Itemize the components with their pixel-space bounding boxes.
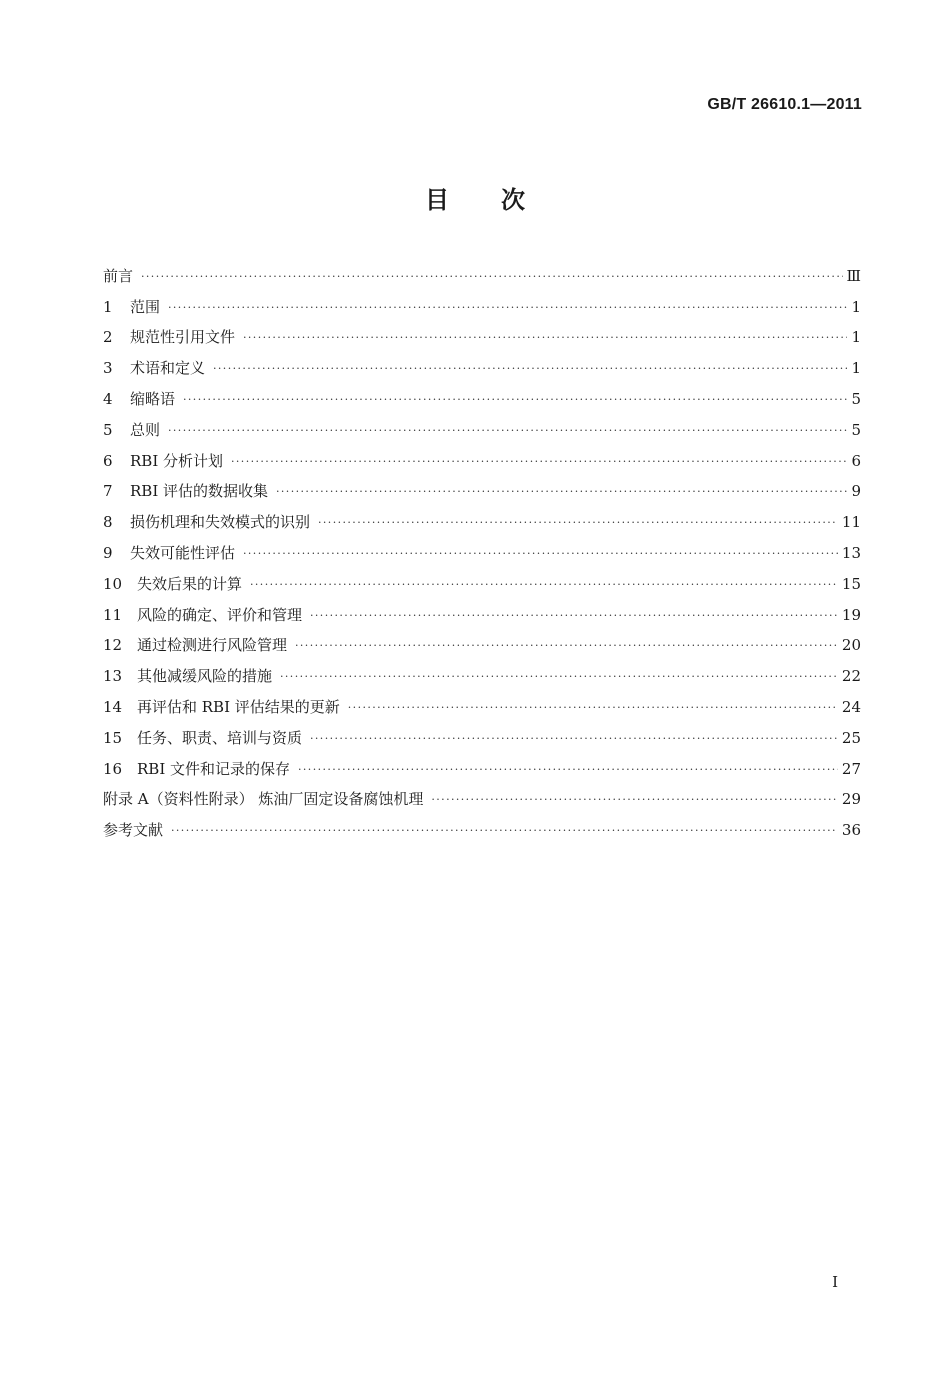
toc-leader-dots [348, 702, 838, 713]
toc-entry-foreword[interactable] [103, 261, 861, 292]
toc-leader-dots [168, 302, 847, 313]
toc-leader-dots [280, 671, 838, 682]
toc-entry-appendix-a[interactable] [103, 785, 861, 816]
toc-entry[interactable] [103, 292, 861, 323]
toc-entry[interactable] [103, 538, 861, 569]
toc-entry[interactable] [103, 323, 861, 354]
title-part-1: 目 [425, 186, 449, 214]
toc-entry-label: 规范性引用文件 [130, 328, 236, 347]
toc-entry-page: 11 [841, 513, 861, 532]
toc-entry-references[interactable] [103, 815, 861, 846]
toc-entry[interactable] [103, 446, 861, 477]
toc-entry-number: 7 [103, 482, 113, 501]
toc-entry-label: 缩略语 [130, 390, 176, 409]
toc-entry-label: 风险的确定、评价和管理 [137, 605, 303, 624]
toc-leader-dots [243, 332, 847, 343]
toc-leader-dots [318, 517, 838, 528]
toc-entry-number: 3 [103, 359, 113, 378]
toc-entry-number: 5 [103, 420, 113, 439]
toc-leader-dots [295, 640, 838, 651]
toc-entry-page: 19 [841, 605, 861, 624]
toc-entry-label: RBI 文件和记录的保存 [137, 759, 291, 778]
toc-leader-dots [276, 486, 847, 497]
toc-entry-page: 24 [841, 698, 861, 717]
toc-entry-label: RBI 评估的数据收集 [130, 482, 269, 501]
toc-entry[interactable] [103, 661, 861, 692]
toc-entry-page: 15 [841, 574, 861, 593]
toc-entry-page: 27 [841, 759, 861, 778]
toc-entry[interactable] [103, 415, 861, 446]
toc-entry-page: 9 [851, 482, 861, 501]
toc-entry[interactable] [103, 477, 861, 508]
toc-entry-number: 2 [103, 328, 113, 347]
title-part-2: 次 [501, 186, 525, 214]
toc-entry-number: 1 [103, 297, 113, 316]
toc-entry-label: 失效后果的计算 [137, 574, 243, 593]
toc-entry-number: 13 [103, 667, 123, 686]
toc-entry-label: 任务、职责、培训与资质 [137, 728, 303, 747]
toc-entry-label: 参考文献 [103, 821, 164, 840]
toc-entry[interactable] [103, 353, 861, 384]
toc-entry-page: 29 [841, 790, 861, 809]
toc-entry-label: 通过检测进行风险管理 [137, 636, 288, 655]
toc-entry[interactable] [103, 384, 861, 415]
toc-entry-label: 附录 A（资料性附录） 炼油厂固定设备腐蚀机理 [103, 790, 424, 809]
toc-leader-dots [168, 425, 847, 436]
toc-leader-dots [231, 456, 847, 467]
toc-entry-page: 22 [841, 667, 861, 686]
toc-entry-label: RBI 分析计划 [130, 451, 224, 470]
toc-entry[interactable] [103, 692, 861, 723]
toc-leader-dots [250, 579, 838, 590]
toc-entry[interactable] [103, 631, 861, 662]
toc-entry[interactable] [103, 723, 861, 754]
toc-entry-number: 9 [103, 544, 113, 563]
toc-leader-dots [141, 271, 843, 282]
toc-entry-page: 20 [841, 636, 861, 655]
toc-entry-label: 失效可能性评估 [130, 544, 236, 563]
toc-leader-dots [243, 548, 838, 559]
toc-entry-label: 再评估和 RBI 评估结果的更新 [137, 698, 340, 717]
toc-entry-number: 8 [103, 513, 113, 532]
toc-entry-label: 前言 [103, 266, 134, 285]
toc-entry-page: 1 [851, 359, 861, 378]
toc-leader-dots [431, 794, 838, 805]
toc-leader-dots [310, 733, 838, 744]
toc-entry-number: 16 [103, 759, 123, 778]
toc-entry-page: Ⅲ [846, 266, 861, 285]
toc-entry-number: 4 [103, 390, 113, 409]
toc-entry-page: 25 [841, 728, 861, 747]
toc-entry-page: 6 [851, 451, 861, 470]
toc-entry-number: 6 [103, 451, 113, 470]
toc-entry-label: 其他减缓风险的措施 [137, 667, 273, 686]
toc-entry[interactable] [103, 507, 861, 538]
page-title [0, 180, 950, 215]
toc-entry[interactable] [103, 600, 861, 631]
toc-leader-dots [310, 610, 838, 621]
toc-leader-dots [213, 363, 847, 374]
toc-entry-label: 总则 [130, 420, 161, 439]
toc-entry-page: 13 [841, 544, 861, 563]
toc-entry-page: 5 [851, 420, 861, 439]
toc-leader-dots [298, 764, 838, 775]
page-number: I [832, 1273, 838, 1291]
toc-entry-number: 12 [103, 636, 123, 655]
toc-entry-label: 范围 [130, 297, 161, 316]
toc-entry[interactable] [103, 754, 861, 785]
toc-entry[interactable] [103, 569, 861, 600]
toc-entry-number: 15 [103, 728, 123, 747]
toc-entry-number: 11 [103, 605, 123, 624]
toc-leader-dots [171, 825, 838, 836]
toc-entry-page: 36 [841, 821, 861, 840]
toc-entry-label: 损伤机理和失效模式的识别 [130, 513, 311, 532]
standard-code: GB/T 26610.1—2011 [707, 96, 862, 113]
toc-leader-dots [183, 394, 847, 405]
toc-entry-page: 1 [851, 328, 861, 347]
toc-entry-label: 术语和定义 [130, 359, 206, 378]
toc-entry-number: 10 [103, 574, 123, 593]
toc-entry-page: 1 [851, 297, 861, 316]
table-of-contents [103, 261, 861, 846]
toc-entry-number: 14 [103, 698, 123, 717]
toc-entry-page: 5 [851, 390, 861, 409]
